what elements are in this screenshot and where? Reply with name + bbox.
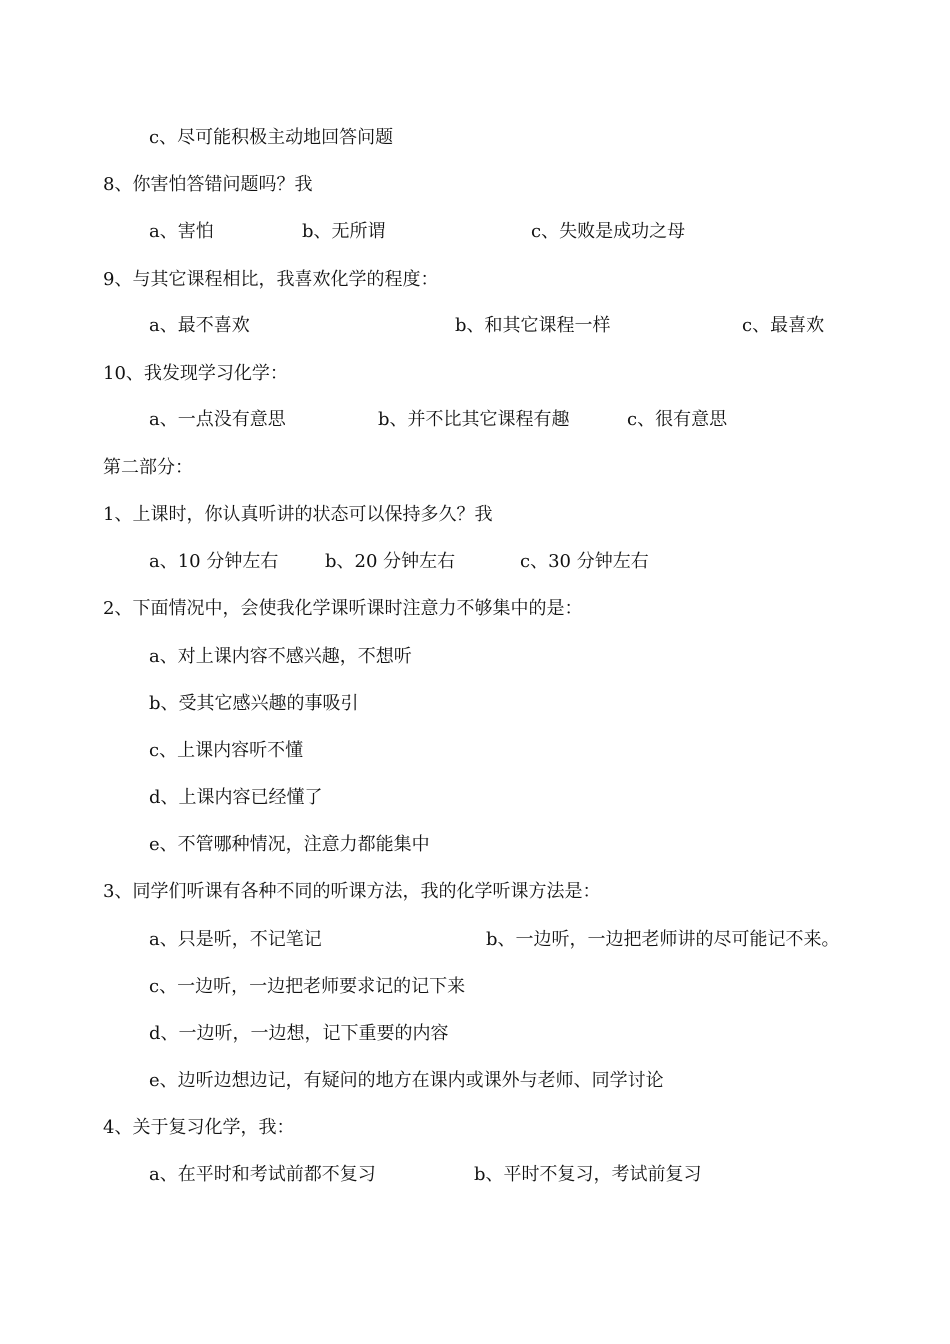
q9-option-b: b、和其它课程一样 <box>455 315 611 336</box>
q9-option-c: c、最喜欢 <box>742 315 825 336</box>
p2q2-option-b: b、受其它感兴趣的事吸引 <box>149 693 359 714</box>
p2q1-option-a: a、10 分钟左右 <box>149 551 279 572</box>
p2q3-option-e: e、边听边想边记，有疑问的地方在课内或课外与老师、同学讨论 <box>149 1070 664 1091</box>
q10-option-a: a、一点没有意思 <box>149 409 286 430</box>
p2q3-option-a: a、只是听，不记笔记 <box>149 929 322 950</box>
q7-option-c: c、尽可能积极主动地回答问题 <box>149 127 394 148</box>
p2q2-option-e: e、不管哪种情况，注意力都能集中 <box>149 834 430 855</box>
p2q3-option-b: b、一边听，一边把老师讲的尽可能记不来。 <box>486 929 840 950</box>
q8-option-c: c、失败是成功之母 <box>531 221 686 242</box>
part2-question-3: 3、同学们听课有各种不同的听课方法，我的化学听课方法是： <box>103 881 601 902</box>
q8-option-b: b、无所谓 <box>302 221 386 242</box>
p2q3-option-d: d、一边听，一边想，记下重要的内容 <box>149 1023 449 1044</box>
p2q1-option-b: b、20 分钟左右 <box>325 551 456 572</box>
p2q2-option-a: a、对上课内容不感兴趣，不想听 <box>149 646 412 667</box>
question-10: 10、我发现学习化学： <box>103 363 288 384</box>
q9-option-a: a、最不喜欢 <box>149 315 250 336</box>
part2-question-4: 4、关于复习化学，我： <box>103 1117 295 1138</box>
q10-option-c: c、很有意思 <box>627 409 728 430</box>
p2q2-option-d: d、上课内容已经懂了 <box>149 787 323 808</box>
p2q4-option-b: b、平时不复习，考试前复习 <box>474 1164 702 1185</box>
p2q1-option-c: c、30 分钟左右 <box>520 551 649 572</box>
section-heading-part-2: 第二部分： <box>103 457 193 478</box>
q8-option-a: a、害怕 <box>149 221 214 242</box>
question-8: 8、你害怕答错问题吗？我 <box>103 174 313 195</box>
p2q2-option-c: c、上课内容听不懂 <box>149 740 304 761</box>
question-9: 9、与其它课程相比，我喜欢化学的程度： <box>103 269 439 290</box>
p2q3-option-c: c、一边听，一边把老师要求记的记下来 <box>149 976 466 997</box>
p2q4-option-a: a、在平时和考试前都不复习 <box>149 1164 376 1185</box>
q10-option-b: b、并不比其它课程有趣 <box>378 409 570 430</box>
part2-question-2: 2、下面情况中，会使我化学课听课时注意力不够集中的是： <box>103 598 583 619</box>
part2-question-1: 1、上课时，你认真听讲的状态可以保持多久？我 <box>103 504 493 525</box>
